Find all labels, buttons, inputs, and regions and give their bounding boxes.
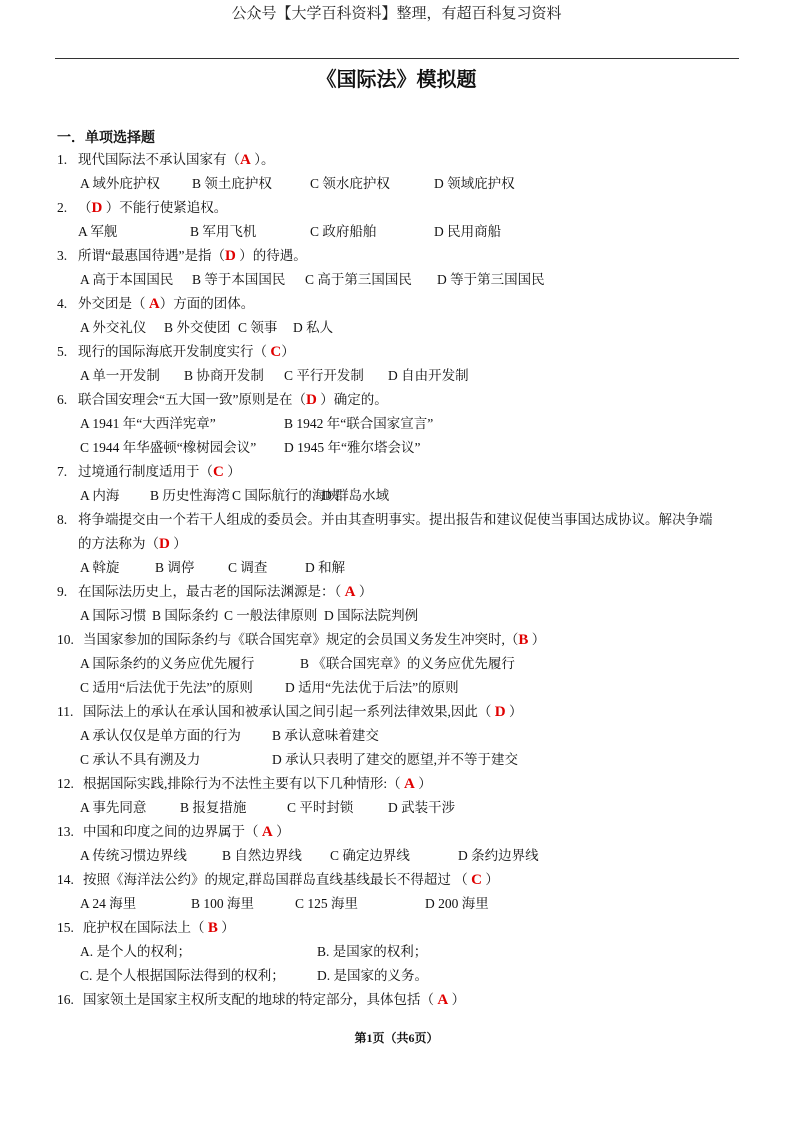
option-d: D 武装干涉 — [388, 800, 456, 815]
stem-text: 中国和印度之间的边界属于（ — [83, 824, 262, 839]
question-text — [78, 148, 274, 172]
option-c: C 承认不具有溯及力 — [80, 752, 201, 767]
option-a: A 事先同意 — [80, 800, 147, 815]
question-number: 1. — [57, 152, 68, 167]
option-d: D 条约边界线 — [458, 848, 539, 863]
option-b: B 调停 — [155, 560, 195, 575]
stem-text: 的方法称为（ — [78, 536, 159, 551]
stem-text: 所谓“最惠国待遇”是指（ — [78, 248, 225, 263]
answer-mark: A — [148, 296, 160, 312]
option-c: C 国际航行的海峡 — [232, 488, 339, 503]
question-number: 10. — [57, 632, 74, 647]
option-c: C 确定边界线 — [330, 848, 410, 863]
option-d: D. 是国家的义务。 — [317, 968, 428, 983]
question-text — [78, 388, 388, 412]
answer-mark: D — [305, 392, 317, 408]
section-heading: 一．单项选择题 — [57, 131, 155, 146]
stem-text: 按照《海洋法公约》的规定,群岛国群岛直线基线最长不得超过 （ — [83, 872, 472, 887]
option-a: A 1941 年“大西洋宪章” — [80, 416, 216, 431]
answer-mark: A — [240, 152, 251, 168]
option-b: B 领土庇护权 — [192, 176, 272, 191]
answer-mark: D — [494, 704, 506, 720]
stem-text: 联合国安理会“五大国一致”原则是在（ — [78, 392, 306, 407]
stem-text: 在国际法历史上，最古老的国际法渊源是：（ — [78, 584, 345, 599]
stem-text: 根据国际实践,排除行为不法性主要有以下几种情形:（ — [83, 776, 405, 791]
stem-text-after: ） — [281, 344, 295, 359]
question-text-continued — [78, 532, 187, 556]
option-d: D 1945 年“雅尔塔会议” — [284, 440, 421, 455]
question-number: 3. — [57, 248, 68, 263]
option-a: A 24 海里 — [80, 896, 137, 911]
option-c: C 领水庇护权 — [310, 176, 390, 191]
question-number: 6. — [57, 392, 68, 407]
option-c: C 政府船舶 — [310, 224, 377, 239]
option-b: B 《联合国宪章》的义务应优先履行 — [300, 656, 515, 671]
option-d: D 领域庇护权 — [434, 176, 515, 191]
question-number: 15. — [57, 920, 74, 935]
option-c: C 一般法律原则 — [224, 608, 318, 623]
stem-text: （ — [78, 200, 92, 215]
stem-text: 国家领土是国家主权所支配的地球的特定部分，具体包括（ — [83, 992, 438, 1007]
option-b: B 国际条约 — [152, 608, 219, 623]
option-d: D 国际法院判例 — [324, 608, 419, 623]
option-b: B 100 海里 — [191, 896, 255, 911]
option-a: A 军舰 — [78, 224, 118, 239]
option-d: D 私人 — [293, 320, 334, 335]
option-c: C 平时封锁 — [287, 800, 354, 815]
answer-mark: C — [471, 872, 482, 888]
stem-text-after: ）的待遇。 — [235, 248, 307, 263]
option-b: B 历史性海湾 — [150, 488, 230, 503]
option-a: A 传统习惯边界线 — [80, 848, 187, 863]
option-b: B 承认意味着建交 — [272, 728, 379, 743]
option-b: B 外交使团 — [164, 320, 231, 335]
question-text — [78, 292, 254, 316]
option-d: D 适用“先法优于后法”的原则 — [285, 680, 459, 695]
option-d: D 群岛水域 — [322, 488, 390, 503]
option-a: A 内海 — [80, 488, 120, 503]
stem-text: 现行的国际海底开发制度实行（ — [78, 344, 271, 359]
option-a: A 承认仅仅是单方面的行为 — [80, 728, 241, 743]
question-number: 8. — [57, 512, 68, 527]
stem-text: 当国家参加的国际条约与《联合国宪章》规定的会员国义务发生冲突时,（ — [83, 632, 519, 647]
stem-text-after: ） — [448, 992, 466, 1007]
question-text — [78, 580, 372, 604]
answer-mark: B — [207, 920, 218, 936]
option-a: A. 是个人的权利； — [80, 944, 191, 959]
stem-text: 国际法上的承认在承认国和被承认国之间引起一系列法律效果,因此（ — [83, 704, 495, 719]
option-b: B. 是国家的权利； — [317, 944, 428, 959]
option-b: B 1942 年“联合国家宣言” — [284, 416, 434, 431]
stem-text: 外交团是（ — [78, 296, 149, 311]
stem-text-after: ）确定的。 — [316, 392, 388, 407]
option-c: C 高于第三国国民 — [305, 272, 412, 287]
option-c: C 适用“后法优于先法”的原则 — [80, 680, 253, 695]
stem-text-after: ） — [481, 872, 499, 887]
question-number: 14. — [57, 872, 74, 887]
option-c: C. 是个人根据国际法得到的权利； — [80, 968, 285, 983]
answer-mark: C — [213, 464, 224, 480]
page-header-note: 公众号【大学百科资料】整理，有超百科复习资料 — [231, 6, 562, 22]
stem-text-after: ） — [272, 824, 290, 839]
question-number: 13. — [57, 824, 74, 839]
stem-text-after: ） — [223, 464, 241, 479]
stem-text: 将争端提交由一个若干人组成的委员会。并由其查明事实。提出报告和建议促使当事国达成协议。解决争端 — [78, 512, 713, 527]
question-number: 7. — [57, 464, 68, 479]
header-divider — [55, 58, 739, 59]
question-text — [83, 700, 522, 724]
option-a: A 外交礼仪 — [80, 320, 147, 335]
option-c: C 平行开发制 — [284, 368, 364, 383]
question-text — [83, 628, 545, 652]
question-text — [83, 820, 290, 844]
question-number: 5. — [57, 344, 68, 359]
option-a: A 高于本国国民 — [80, 272, 174, 287]
option-b: B 自然边界线 — [222, 848, 302, 863]
answer-mark: D — [224, 248, 236, 264]
option-d: D 等于第三国国民 — [437, 272, 545, 287]
answer-mark: D — [91, 200, 103, 216]
question-text — [83, 868, 499, 892]
stem-text-after: ） — [414, 776, 432, 791]
question-text — [83, 988, 465, 1012]
option-d: D 200 海里 — [425, 896, 489, 911]
option-d: D 自由开发制 — [388, 368, 469, 383]
stem-text: 现代国际法不承认国家有（ — [78, 152, 240, 167]
answer-mark: B — [518, 632, 529, 648]
stem-text: 庇护权在国际法上（ — [83, 920, 208, 935]
option-c: C 1944 年华盛顿“橡树园会议” — [80, 440, 257, 455]
option-a: A 国际条约的义务应优先履行 — [80, 656, 255, 671]
question-text — [78, 508, 713, 532]
option-a: A 单一开发制 — [80, 368, 160, 383]
option-b: B 报复措施 — [180, 800, 247, 815]
stem-text-after: ） — [505, 704, 523, 719]
option-d: D 承认只表明了建交的愿望,并不等于建交 — [272, 752, 518, 767]
stem-text-after: ）不能行使紧追权。 — [102, 200, 228, 215]
question-text — [78, 244, 307, 268]
stem-text: 过境通行制度适用于（ — [78, 464, 213, 479]
option-b: B 军用飞机 — [190, 224, 257, 239]
question-text — [83, 916, 235, 940]
stem-text-after: ） — [528, 632, 546, 647]
stem-text-after: ）方面的团体。 — [159, 296, 255, 311]
question-text — [78, 196, 227, 220]
stem-text-after: ） — [355, 584, 373, 599]
option-b: B 等于本国国民 — [192, 272, 286, 287]
stem-text-after: ） — [217, 920, 235, 935]
option-c: C 领事 — [238, 320, 278, 335]
question-text — [78, 460, 241, 484]
question-number: 4. — [57, 296, 68, 311]
stem-text-after: ） — [169, 536, 187, 551]
question-number: 12. — [57, 776, 74, 791]
question-number: 16. — [57, 992, 74, 1007]
option-b: B 协商开发制 — [184, 368, 264, 383]
option-a: A 域外庇护权 — [80, 176, 160, 191]
question-text — [83, 772, 432, 796]
answer-mark: C — [270, 344, 282, 360]
option-d: D 和解 — [305, 560, 346, 575]
option-c: C 125 海里 — [295, 896, 359, 911]
option-d: D 民用商船 — [434, 224, 502, 239]
answer-mark: A — [261, 824, 273, 840]
answer-mark: A — [437, 992, 449, 1008]
question-number: 9. — [57, 584, 68, 599]
page-number: 第1页（共6页） — [354, 1031, 439, 1045]
option-a: A 国际习惯 — [80, 608, 147, 623]
answer-mark: D — [159, 536, 170, 552]
option-a: A 斡旋 — [80, 560, 120, 575]
answer-mark: A — [404, 776, 415, 792]
option-c: C 调查 — [228, 560, 268, 575]
answer-mark: A — [344, 584, 356, 600]
question-text — [78, 340, 295, 364]
document-title: 《国际法》模拟题 — [316, 69, 477, 91]
question-number: 11. — [57, 704, 74, 719]
stem-text-after: ）。 — [250, 152, 275, 167]
question-number: 2. — [57, 200, 68, 215]
